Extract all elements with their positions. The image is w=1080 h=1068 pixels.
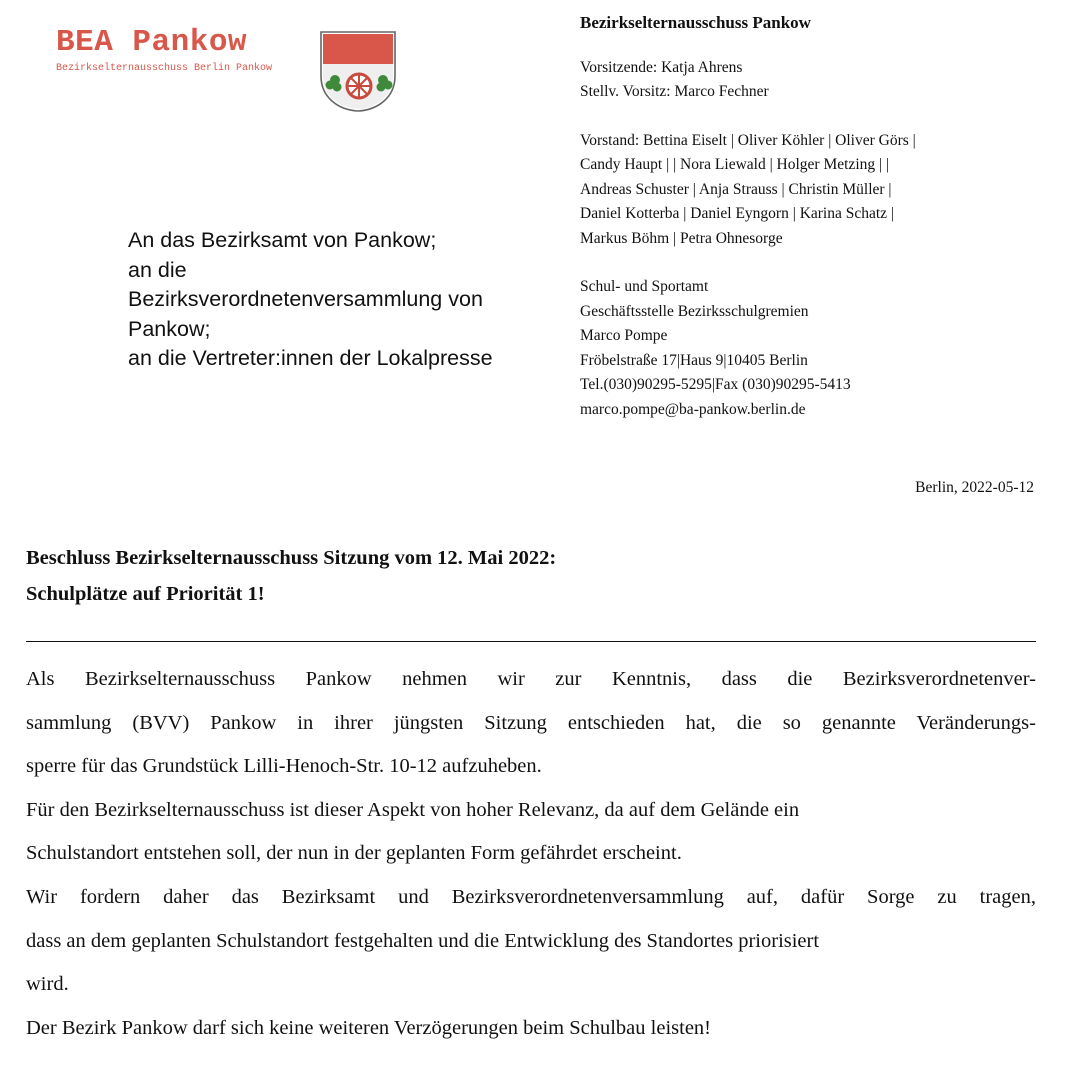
body-line: wird. <box>26 973 69 996</box>
office-line: Geschäftsstelle Bezirksschulgremien <box>580 302 809 320</box>
board-line: Daniel Kotterba | Daniel Eyngorn | Karina Schatz | <box>580 205 895 222</box>
board-line: Candy Haupt | | Nora Liewald | Holger Metzing | | <box>580 156 890 173</box>
heading-line-2: Schulplätze auf Priorität 1! <box>26 583 265 605</box>
resolution-heading <box>26 540 556 612</box>
office-line: Tel.(030)90295-5295|Fax (030)90295-5413 <box>580 376 851 393</box>
body-line: Schulstandort entstehen soll, der nun in der geplanten Form gefährdet erscheint. <box>26 842 682 865</box>
letter-date: Berlin, 2022-05-12 <box>915 479 1034 496</box>
office-line: Fröbelstraße 17|Haus 9|10405 Berlin <box>580 351 808 369</box>
addressee-line: an die Vertreter:innen der Lokalpresse <box>128 346 493 370</box>
addressee-block <box>128 226 568 374</box>
logo-subtitle: Bezirkselternausschuss Berlin Pankow <box>56 63 273 74</box>
pankow-coat-of-arms-icon <box>319 30 397 112</box>
office-line: Marco Pompe <box>580 327 668 344</box>
board-line: Vorstand: Bettina Eiselt | Oliver Köhler | Oliver Görs | <box>580 131 916 149</box>
body-line: Als Bezirkselternausschuss Pankow nehmen wir zur Kenntnis, dass die Bezirksverordnetenver- <box>26 668 1036 690</box>
addressee-line: An das Bezirksamt von Pankow; <box>128 228 437 252</box>
board-line: Andreas Schuster | Anja Strauss | Christin Müller | <box>580 180 892 198</box>
divider <box>26 641 1036 642</box>
vice-chair-line: Stellv. Vorsitz: Marco Fechner <box>580 83 769 100</box>
body-line: Für den Bezirkselternausschuss ist dieser Aspekt von hoher Relevanz, da auf dem Gelände ein <box>26 798 800 821</box>
board-line: Markus Böhm | Petra Ohnesorge <box>580 229 783 247</box>
organization-name: Bezirkselternausschuss Pankow <box>580 13 811 32</box>
body-line: dass an dem geplanten Schulstandort festgehalten und die Entwicklung des Standortes priorisiert <box>26 929 820 952</box>
office-line: Schul- und Sportamt <box>580 278 709 295</box>
addressee-line: an die <box>128 257 187 282</box>
body-line: sammlung (BVV) Pankow in ihrer jüngsten Sitzung entschieden hat, die so genannte Veränderungs- <box>26 711 1036 734</box>
body-line: Wir fordern daher das Bezirksamt und Bezirksverordnetenversammlung auf, dafür Sorge zu tragen, <box>26 885 1036 908</box>
addressee-line: Pankow; <box>128 316 211 341</box>
body-line: sperre für das Grundstück Lilli-Henoch-Str. 10-12 aufzuheben. <box>26 755 542 778</box>
addressee-line: Bezirksverordnetenversammlung von <box>128 287 483 311</box>
organization-info <box>580 11 1050 422</box>
heading-line-1: Beschluss Bezirkselternausschuss Sitzung vom 12. Mai 2022: <box>26 547 557 569</box>
email-line: marco.pompe@ba-pankow.berlin.de <box>580 400 806 418</box>
logo <box>56 24 272 74</box>
letter-body <box>26 658 1036 1050</box>
chair-line: Vorsitzende: Katja Ahrens <box>580 58 743 76</box>
body-line: Der Bezirk Pankow darf sich keine weiteren Verzögerungen beim Schulbau leisten! <box>26 1016 711 1039</box>
logo-title: BEA Pankow <box>56 25 248 60</box>
